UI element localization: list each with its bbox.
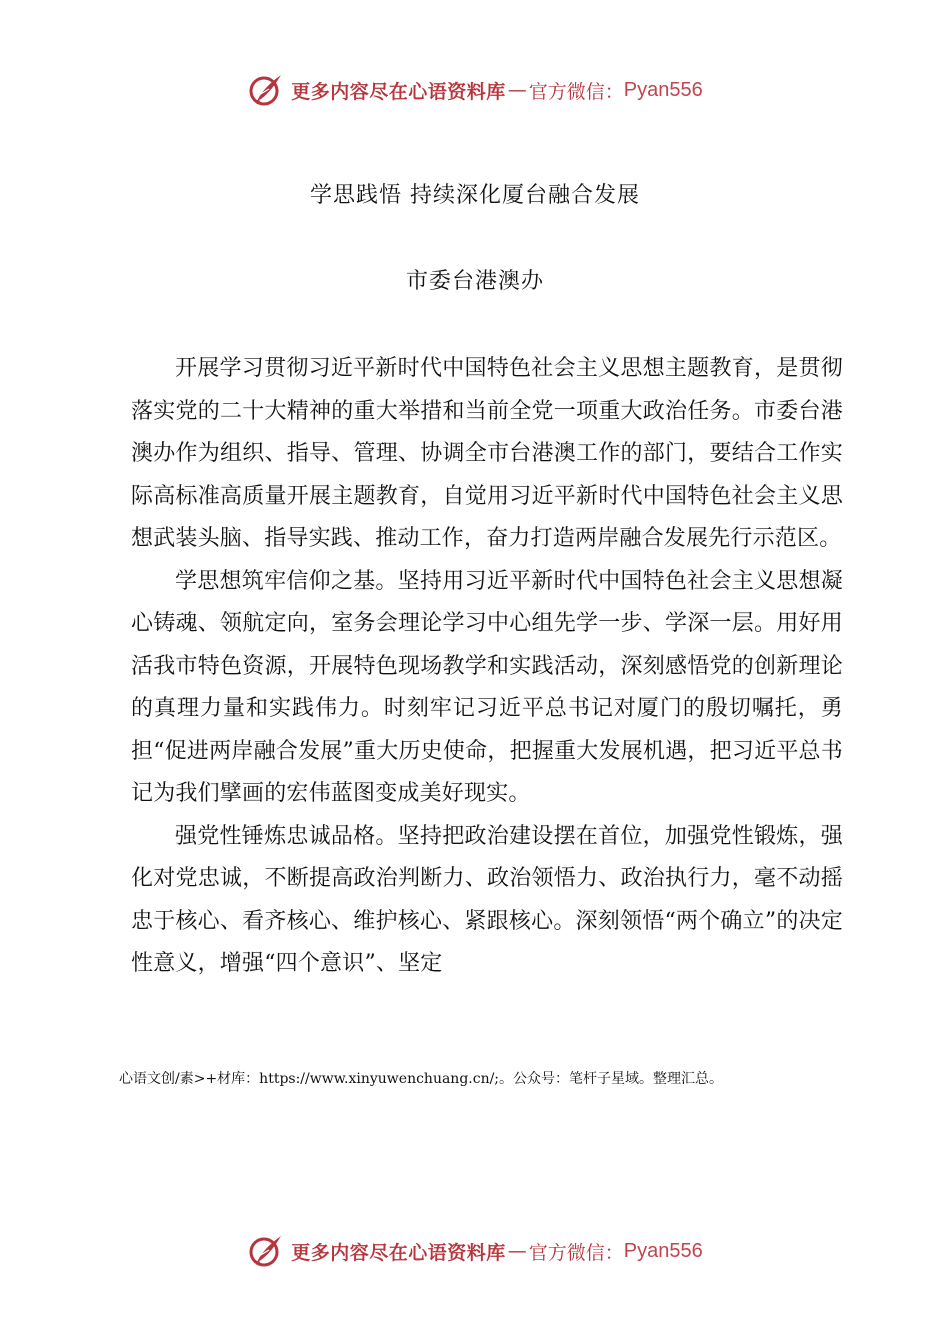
banner-wechat-account: Pyan556 bbox=[623, 78, 703, 101]
document-author: 市委台港澳办 bbox=[405, 269, 544, 294]
source-footer-note: 心语文创/素>+材库：https://www.xinyuwenchuang.cn/;。公众号：笔杆子星域。整理汇总。 bbox=[119, 1071, 724, 1087]
document-body bbox=[131, 348, 843, 986]
banner-separator: — bbox=[507, 79, 527, 101]
body-paragraph: 开展学习贯彻习近平新时代中国特色社会主义思想主题教育，是贯彻落实党的二十大精神的重大举措和当前全党一项重大政治任务。市委台港澳办作为组织、指导、管理、协调全市台港澳工作的部门，要结合工作实际高标准高质量开展主题教育，自觉用习近平新时代中国特色社会主义思想武装头脑、指导实践、推动工作，奋力打造两岸融合发展先行示范区。 bbox=[131, 356, 843, 551]
top-banner bbox=[0, 70, 950, 110]
banner-wechat-label: 官方微信： bbox=[528, 80, 624, 103]
body-paragraph: 强党性锤炼忠诚品格。坚持把政治建设摆在首位，加强党性锻炼，强化对党忠诚，不断提高政治判断力、政治领悟力、政治执行力，毫不动摇忠于核心、看齐核心、维护核心、紧跟核心。深刻领悟“两个确立”的决定性意义，增强“四个意识”、坚定 bbox=[131, 823, 843, 976]
bottom-banner bbox=[0, 1231, 950, 1271]
body-paragraph: 学思想筑牢信仰之基。坚持用习近平新时代中国特色社会主义思想凝心铸魂、领航定向，室务会理论学习中心组先学一步、学深一层。用好用活我市特色资源，开展特色现场教学和实践活动，深刻感悟党的创新理论的真理力量和实践伟力。时刻牢记习近平总书记对厦门的殷切嘱托，勇担“促进两岸融合发展”重大历史使命，把握重大发展机遇，把习近平总书记为我们擘画的宏伟蓝图变成美好现实。 bbox=[131, 568, 843, 806]
document-title: 学思践悟 持续深化厦台融合发展 bbox=[310, 183, 640, 208]
banner-wechat-label: 官方微信： bbox=[528, 1241, 624, 1264]
banner-main-text: 更多内容尽在心语资料库 bbox=[291, 1241, 506, 1264]
banner-main-text: 更多内容尽在心语资料库 bbox=[291, 80, 506, 103]
banner-separator: — bbox=[507, 1240, 527, 1262]
quill-pen-logo-icon bbox=[247, 1232, 285, 1270]
banner-wechat-account: Pyan556 bbox=[623, 1239, 703, 1262]
quill-pen-logo-icon bbox=[247, 71, 285, 109]
